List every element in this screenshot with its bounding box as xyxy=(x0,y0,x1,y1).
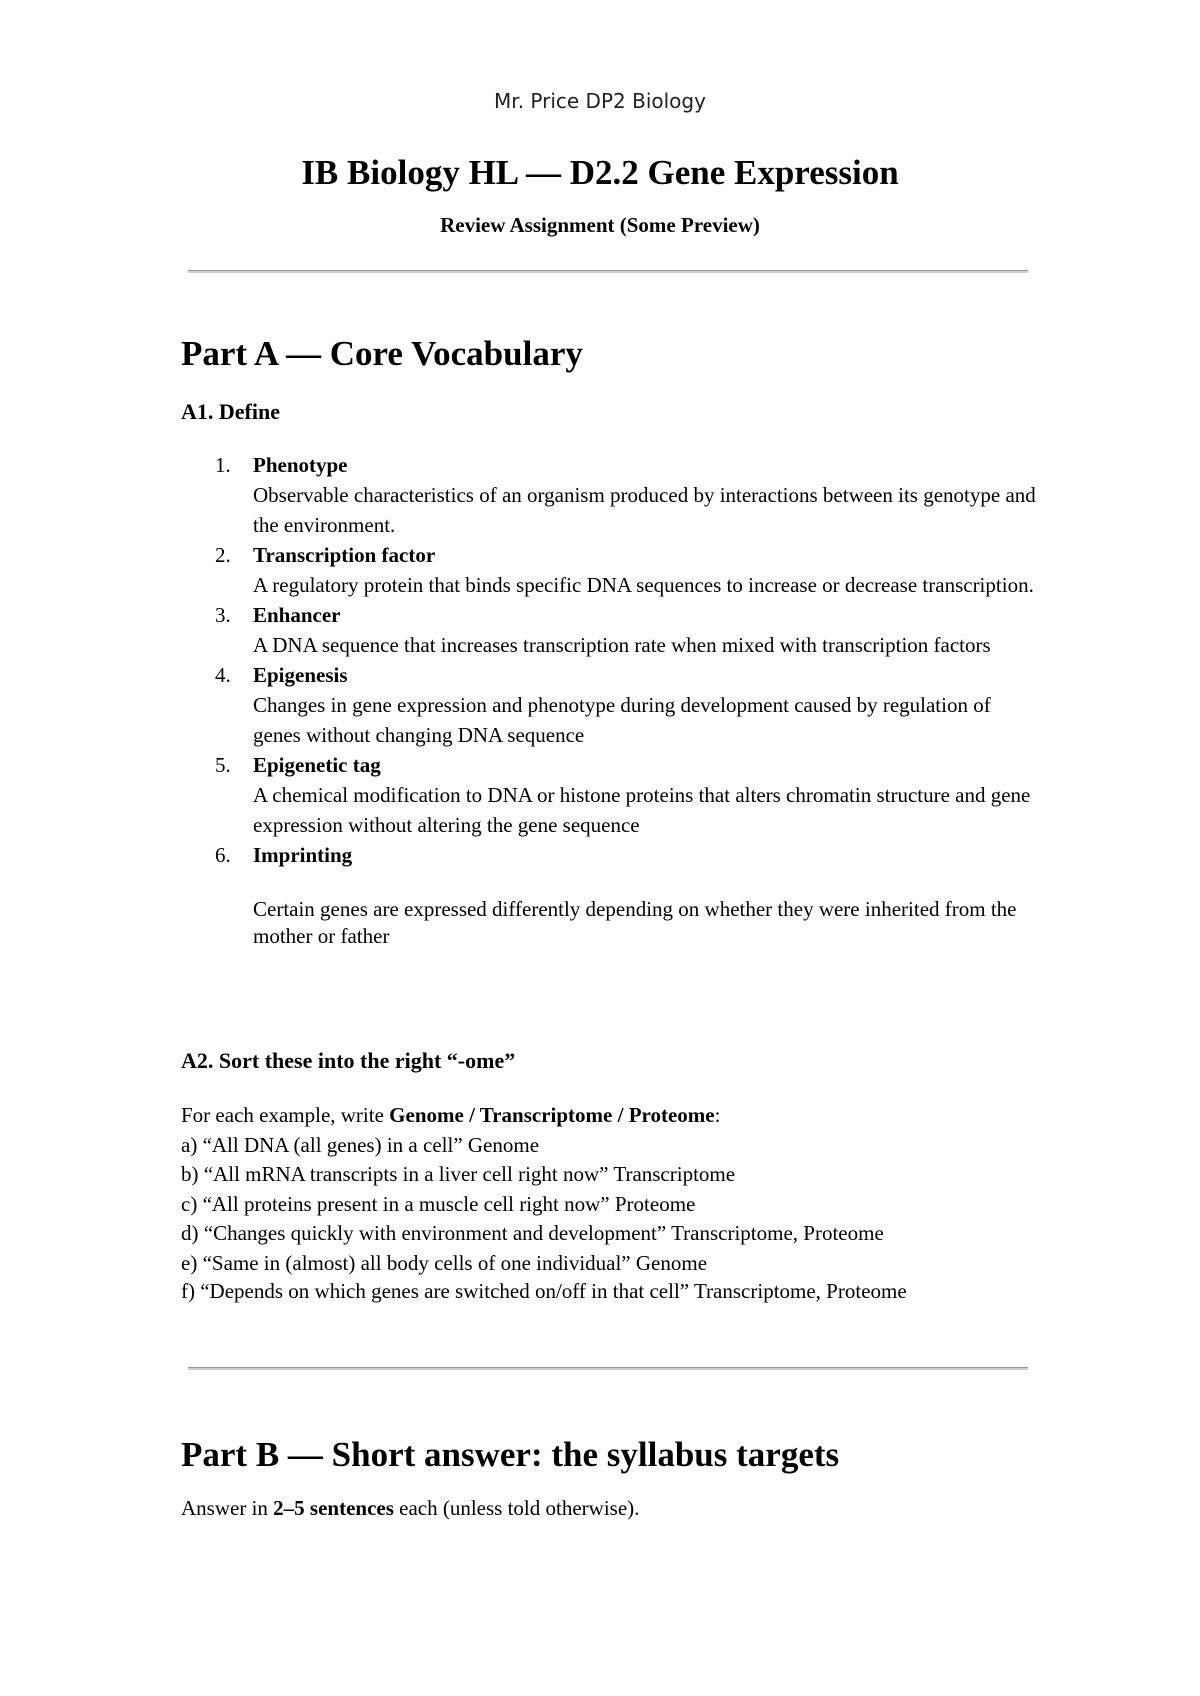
sort-item: c) “All proteins present in a muscle cell right now” Proteome xyxy=(181,1191,696,1216)
item-number: 3. xyxy=(215,603,231,627)
vocab-definition: A DNA sequence that increases transcription rate when mixed with transcription factors xyxy=(253,633,991,657)
horizontal-divider xyxy=(188,270,1028,273)
vocab-term: Epigenesis xyxy=(253,663,348,687)
part-a-heading: Part A — Core Vocabulary xyxy=(181,334,583,373)
a2-intro-text: For each example, write xyxy=(181,1103,390,1127)
item-number: 1. xyxy=(215,453,231,477)
document-title: IB Biology HL — D2.2 Gene Expression xyxy=(301,153,899,192)
a2-intro-colon: : xyxy=(714,1103,721,1127)
list-item xyxy=(181,540,1041,600)
vocab-term: Transcription factor xyxy=(253,543,436,567)
item-number: 4. xyxy=(215,663,231,687)
horizontal-divider xyxy=(188,1367,1028,1370)
vocab-term: Imprinting xyxy=(253,843,353,867)
a2-intro-options: Genome / Transcriptome / Proteome xyxy=(389,1103,715,1127)
sort-item: a) “All DNA (all genes) in a cell” Genome xyxy=(181,1132,540,1157)
sort-item: d) “Changes quickly with environment and development” Transcriptome, Proteome xyxy=(181,1221,884,1245)
a2-instructions xyxy=(181,1101,1041,1131)
course-header: Mr. Price DP2 Biology xyxy=(494,89,706,113)
sort-item: f) “Depends on which genes are switched on/off in that cell” Transcriptome, Proteome xyxy=(181,1279,907,1303)
vocab-definition: A chemical modification to DNA or histone proteins that alters chromatin structure and gene expression without altering the gene sequence xyxy=(253,783,1031,837)
part-b-note-emphasis: 2–5 sentences xyxy=(273,1496,394,1520)
sort-item: b) “All mRNA transcripts in a liver cell right now” Transcriptome xyxy=(181,1162,736,1186)
vocab-definition: Observable characteristics of an organism produced by interactions between its genotype and the environment. xyxy=(253,483,1036,537)
vocab-term: Enhancer xyxy=(253,603,341,627)
vocab-term: Phenotype xyxy=(253,453,348,477)
ome-sort-section xyxy=(181,1101,1041,1305)
vocab-definition: A regulatory protein that binds specific DNA sequences to increase or decrease transcription. xyxy=(253,573,1034,597)
vocab-term: Epigenetic tag xyxy=(253,753,381,777)
item-number: 6. xyxy=(215,843,231,867)
list-item xyxy=(181,450,1041,540)
list-item xyxy=(181,660,1041,750)
sort-item: e) “Same in (almost) all body cells of one individual” Genome xyxy=(181,1250,708,1275)
vocab-definition: Certain genes are expressed differently depending on whether they were inherited from the mother or father xyxy=(253,897,1017,948)
document-subtitle: Review Assignment (Some Preview) xyxy=(440,213,760,237)
list-item xyxy=(181,600,1041,660)
a1-heading: A1. Define xyxy=(181,399,280,424)
part-b-instructions xyxy=(181,1496,639,1521)
a2-heading: A2. Sort these into the right “-ome” xyxy=(181,1048,516,1073)
part-b-note-text: Answer in xyxy=(181,1496,274,1520)
part-b-heading: Part B — Short answer: the syllabus targets xyxy=(181,1435,840,1474)
item-number: 5. xyxy=(215,753,231,777)
part-b-note-suffix: each (unless told otherwise). xyxy=(393,1496,640,1520)
list-item xyxy=(181,750,1041,840)
list-item xyxy=(181,840,1041,950)
item-number: 2. xyxy=(215,543,231,567)
vocabulary-list xyxy=(181,450,1041,950)
vocab-definition: Changes in gene expression and phenotype during development caused by regulation of genes without changing DNA sequence xyxy=(253,693,991,747)
